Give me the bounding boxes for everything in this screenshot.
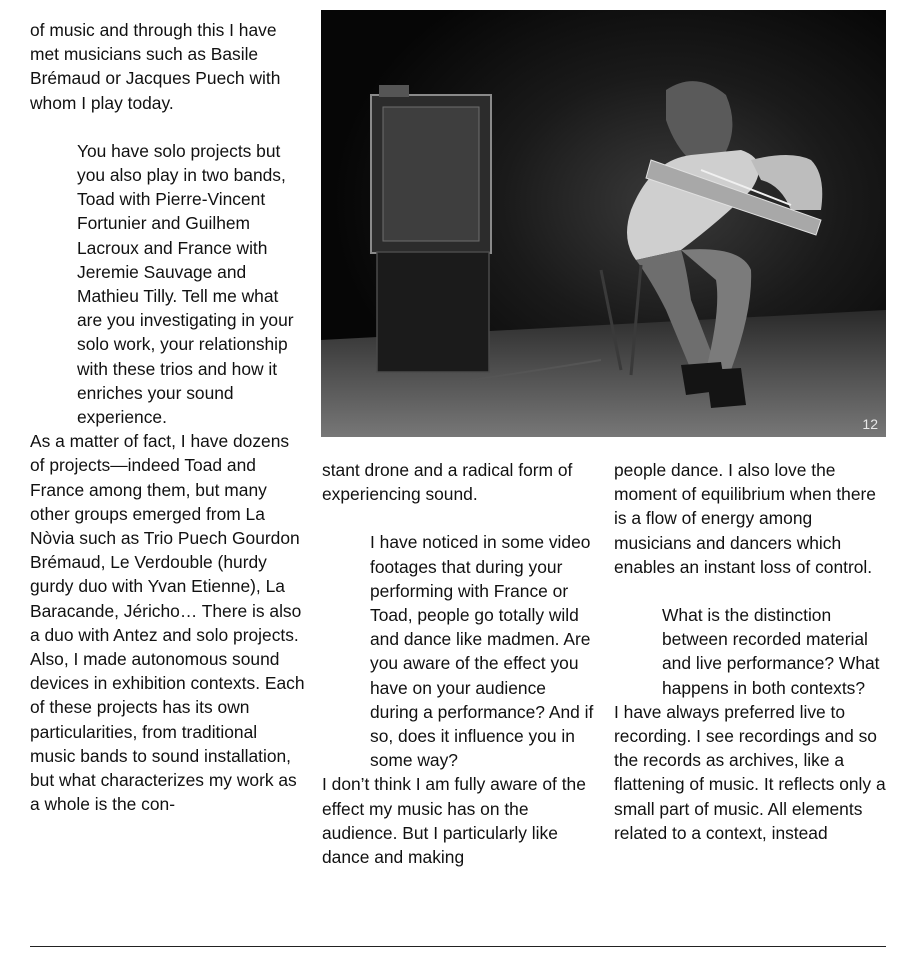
answer-audience: I don’t think I am fully aware of the effect my music has on the audience. But I particularly like dance and making [322, 774, 586, 868]
photo-number: 12 [862, 416, 878, 432]
answer-projects: As a matter of fact, I have dozens of projects—indeed Toad and France among them, but many other groups emerged from La Nòvia such as Trio Puech Gourdon Brémaud, Le Verdouble (hurdy gurdy duo with Yvan Etienne), La Baracande, Jéricho… There is also a duo with Antez and solo projects. [30, 431, 302, 645]
performance-photo [321, 10, 886, 437]
text-column-3 [614, 458, 890, 845]
paragraph-dance: people dance. I also love the moment of equilibrium when there is a flow of energy among musicians and dancers which enables an instant loss of control. [614, 460, 876, 577]
text-column-2 [322, 458, 598, 869]
question-audience: I have noticed in some video footages that during your performing with France or Toad, people go totally wild and dance like madmen. Are you aware of the effect you have on your audience during a performance? And if so, does it influence you in some way? [370, 532, 594, 771]
text-column-1 [30, 18, 306, 817]
question-recorded-live: What is the distinction between recorded material and live performance? What happens in both contexts? [662, 605, 880, 698]
paragraph-drone: stant drone and a radical form of experiencing sound. [322, 460, 573, 505]
answer-sound-devices: Also, I made autonomous sound devices in exhibition contexts. Each of these projects has its own particularities, from traditional music bands to sound installation, but what characterizes my work as a whole is the con- [30, 649, 305, 815]
paragraph-intro: of music and through this I have met musicians such as Basile Brémaud or Jacques Puech with whom I play today. [30, 20, 281, 113]
photo-illustration [321, 10, 886, 437]
question-solo-projects: You have solo projects but you also play in two bands, Toad with Pierre-Vincent Fortunier and Guilhem Lacroux and France with Jeremie Sauvage and Mathieu Tilly. Tell me what are you investigating in your solo work, your relationship with these trios and how it enriches your sound experience. [77, 140, 294, 428]
footer-rule [30, 946, 886, 947]
answer-recorded-live: I have always preferred live to recording. I see recordings and so the records as archives, like a flattening of music. It reflects only a small part of music. All elements related to a context, instead [614, 701, 886, 843]
